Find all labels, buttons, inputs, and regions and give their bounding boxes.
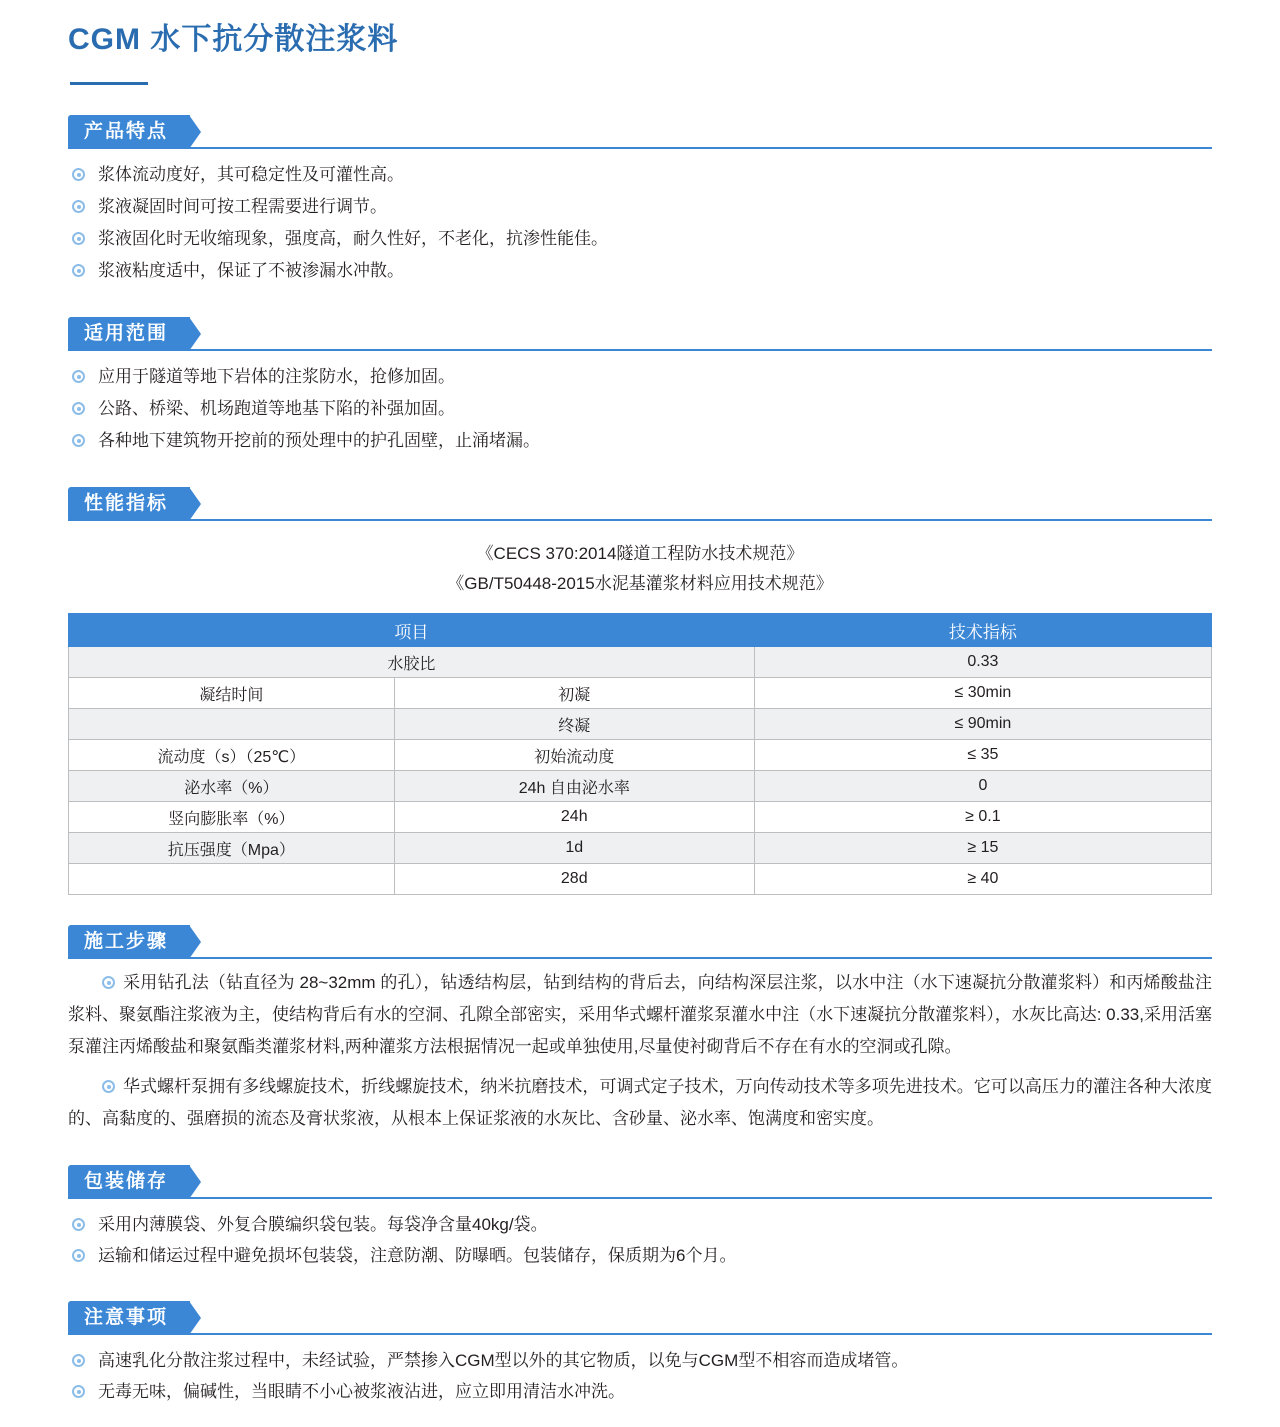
table-cell-sub: 24h [394,802,754,833]
list-item [68,1240,1212,1271]
list-item [68,1209,1212,1240]
list-item [68,1345,1212,1376]
section-notes [68,1301,1212,1407]
bullet-icon [102,1080,115,1093]
table-cell-value: ≥ 40 [754,864,1211,895]
bullet-icon [102,976,115,989]
section-title-performance: 性能指标 [68,487,190,521]
table-cell-value: ≥ 0.1 [754,802,1211,833]
section-header-scope [68,317,1212,351]
bullet-icon [72,1218,85,1231]
section-rule [68,957,1212,959]
bullet-icon [72,370,85,383]
table-cell-item [69,709,395,740]
table-row [69,647,1212,678]
bullet-icon [72,402,85,415]
bullet-icon [72,1385,85,1398]
table-cell-item: 凝结时间 [69,678,395,709]
table-cell-item: 泌水率（%） [69,771,395,802]
table-cell-item: 竖向膨胀率（%） [69,802,395,833]
bullet-icon [72,264,85,277]
section-title-features: 产品特点 [68,115,190,149]
section-title-notes: 注意事项 [68,1301,190,1335]
section-title-scope: 适用范围 [68,317,190,351]
table-cell-value: 0 [754,771,1211,802]
table-header-row [69,614,1212,647]
table-row [69,678,1212,709]
section-header-steps [68,925,1212,959]
paragraph-text: 采用钻孔法（钻直径为 28~32mm 的孔），钻透结构层，钻到结构的背后去，向结构深层注浆，以水中注（水下速凝抗分散灌浆料）和丙烯酸盐注浆料、聚氨酯注浆液为主，使结构背后有水的空洞、孔隙全部密实，采用华式螺杆灌浆泵灌水中注（水下速凝抗分散灌浆料），水灰比高达: 0.33,采用活塞泵灌注丙烯酸盐和聚氨酯类灌浆材料,两种灌浆方法根据情况一起或单独使用,尽量使衬砌背后不存在有水的空洞或孔隙。 [68,973,1212,1056]
page-title: CGM 水下抗分散注浆料 [68,23,399,56]
table-cell-value: ≥ 15 [754,833,1211,864]
list-item [68,191,1212,223]
section-scope [68,317,1212,457]
table-cell-sub: 28d [394,864,754,895]
section-title-steps: 施工步骤 [68,925,190,959]
section-rule [68,519,1212,521]
list-item-text: 各种地下建筑物开挖前的预处理中的护孔固壁，止涌堵漏。 [98,431,540,450]
list-item-text: 浆液粘度适中，保证了不被渗漏水冲散。 [98,261,404,280]
list-item [68,255,1212,287]
list-item-text: 浆体流动度好，其可稳定性及可灌性高。 [98,165,404,184]
table-cell-item [69,864,395,895]
bullet-icon [72,1249,85,1262]
title-underline [70,82,148,85]
section-header-notes [68,1301,1212,1335]
list-item-text: 高速乳化分散注浆过程中，未经试验，严禁掺入CGM型以外的其它物质，以免与CGM型不相容而造成堵管。 [98,1351,909,1370]
list-item-text: 无毒无味，偏碱性，当眼睛不小心被浆液沾进，应立即用清洁水冲洗。 [98,1382,625,1401]
table-cell-sub: 初凝 [394,678,754,709]
section-packaging [68,1165,1212,1271]
table-cell-item: 水胶比 [69,647,755,678]
section-steps [68,925,1212,1135]
list-item [68,159,1212,191]
bullet-icon [72,200,85,213]
table-header-item: 项目 [69,614,755,647]
list-item-text: 公路、桥梁、机场跑道等地基下陷的补强加固。 [98,399,455,418]
bullet-icon [72,232,85,245]
section-title-packaging: 包装储存 [68,1165,190,1199]
section-rule [68,1197,1212,1199]
table-row [69,740,1212,771]
notes-list [68,1345,1212,1407]
section-header-features [68,115,1212,149]
list-item-text: 应用于隧道等地下岩体的注浆防水，抢修加固。 [98,367,455,386]
paragraph-text: 华式螺杆泵拥有多线螺旋技术，折线螺旋技术，纳米抗磨技术，可调式定子技术，万向传动技术等多项先进技术。它可以高压力的灌注各种大浓度的、高黏度的、强磨损的流态及膏状浆液，从根本上保证浆液的水灰比、含砂量、泌水率、饱满度和密实度。 [68,1077,1212,1128]
table-cell-item: 抗压强度（Mpa） [69,833,395,864]
standards-block [68,539,1212,599]
steps-paragraph [68,967,1212,1063]
table-cell-sub: 终凝 [394,709,754,740]
packaging-list [68,1209,1212,1271]
table-cell-sub: 1d [394,833,754,864]
standard-line: 《CECS 370:2014隧道工程防水技术规范》 [476,544,804,563]
table-cell-value: ≤ 30min [754,678,1211,709]
table-cell-value: ≤ 90min [754,709,1211,740]
section-rule [68,1333,1212,1335]
list-item [68,393,1212,425]
table-row [69,802,1212,833]
list-item-text: 采用内薄膜袋、外复合膜编织袋包装。每袋净含量40kg/袋。 [98,1215,548,1234]
table-row [69,833,1212,864]
list-item [68,1376,1212,1407]
section-rule [68,147,1212,149]
performance-table [68,613,1212,895]
list-item-text: 浆液凝固时间可按工程需要进行调节。 [98,197,387,216]
list-item [68,361,1212,393]
table-cell-sub: 初始流动度 [394,740,754,771]
bullet-icon [72,168,85,181]
features-list [68,159,1212,287]
steps-paragraph [68,1071,1212,1135]
section-rule [68,349,1212,351]
table-cell-sub: 24h 自由泌水率 [394,771,754,802]
section-features [68,115,1212,287]
table-row [69,864,1212,895]
table-cell-item: 流动度（s）（25℃） [69,740,395,771]
bullet-icon [72,434,85,447]
table-cell-value: ≤ 35 [754,740,1211,771]
list-item-text: 浆液固化时无收缩现象，强度高，耐久性好，不老化，抗渗性能佳。 [98,229,608,248]
list-item [68,223,1212,255]
bullet-icon [72,1354,85,1367]
table-row [69,709,1212,740]
list-item-text: 运输和储运过程中避免损坏包装袋，注意防潮、防曝晒。包装储存，保质期为6个月。 [98,1246,737,1265]
section-performance [68,487,1212,895]
standard-line: 《GB/T50448-2015水泥基灌浆材料应用技术规范》 [447,574,833,593]
section-header-performance [68,487,1212,521]
list-item [68,425,1212,457]
table-cell-value: 0.33 [754,647,1211,678]
scope-list [68,361,1212,457]
table-header-value: 技术指标 [754,614,1211,647]
table-row [69,771,1212,802]
section-header-packaging [68,1165,1212,1199]
